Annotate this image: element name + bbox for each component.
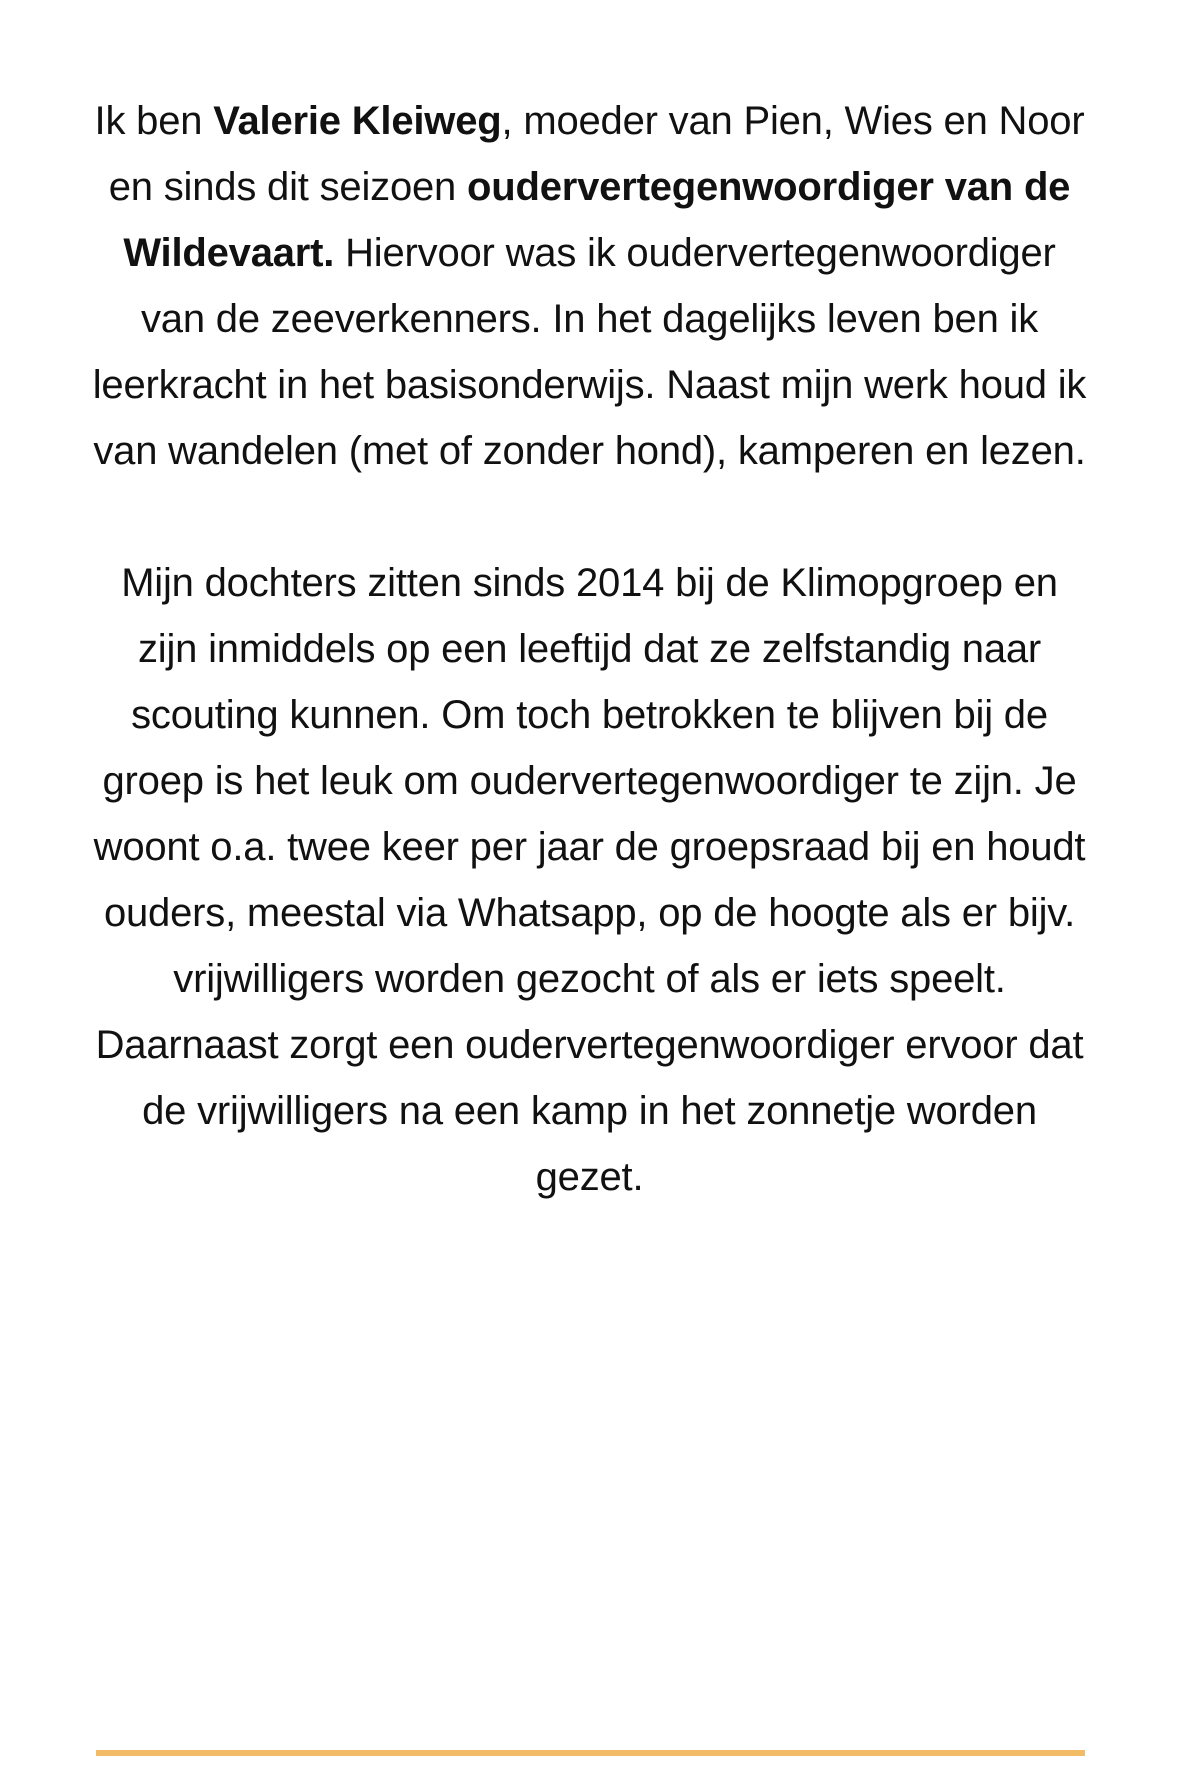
intro-paragraph bbox=[90, 88, 1089, 484]
bio-text bbox=[90, 88, 1089, 1210]
intro-text: Ik ben bbox=[94, 99, 214, 143]
role-title: oudervertegenwoordiger van de Wildevaart. bbox=[123, 165, 1071, 275]
intro-text-3: Hiervoor was ik oudervertegenwoordiger van de zeeverkenners. In het dagelijks leven ben ik leerkracht in het basisonderwijs. Naast mijn werk houd ik van wandelen (met of zonder hond), kamperen en lezen. bbox=[92, 231, 1087, 473]
divider bbox=[96, 1750, 1085, 1756]
person-name: Valerie Kleiweg bbox=[213, 99, 502, 143]
intro-text-2: , moeder van Pien, Wies en Noor en sinds dit seizoen bbox=[108, 99, 1085, 209]
role-paragraph: Mijn dochters zitten sinds 2014 bij de Klimopgroep en zijn inmiddels op een leeftijd dat ze zelfstandig naar scouting kunnen. Om toch betrokken te blijven bij de groep is het leuk om oudervertegenwoordiger te zijn. Je woont o.a. twee keer per jaar de groepsraad bij en houdt ouders, meestal via Whatsapp, op de hoogte als er bijv. vrijwilligers worden gezocht of als er iets speelt. Daarnaast zorgt een oudervertegenwoordiger ervoor dat de vrijwilligers na een kamp in het zonnetje worden gezet. bbox=[93, 561, 1086, 1199]
